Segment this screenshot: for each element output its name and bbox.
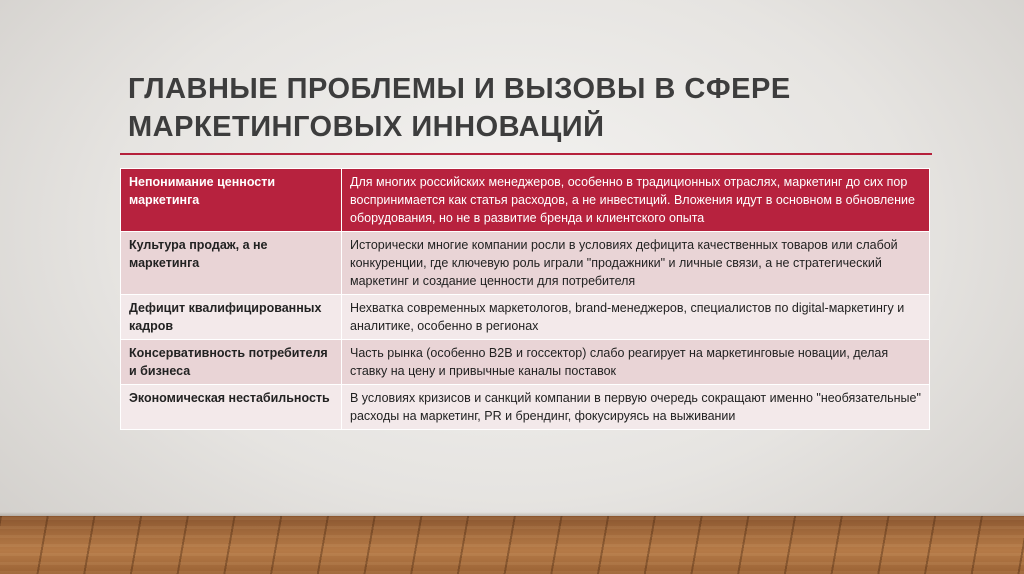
table-row [121,340,930,385]
issue-cell: Культура продаж, а не маркетинга [121,232,342,295]
description-cell: Нехватка современных маркетологов, brand-менеджеров, специалистов по digital-маркетингу и аналитике, особенно в регионах [342,295,930,340]
table-row [121,169,930,232]
table-row [121,295,930,340]
description-cell: Часть рынка (особенно B2B и госсектор) слабо реагирует на маркетинговые новации, делая ставку на цену и привычные каналы поставок [342,340,930,385]
slide-title: ГЛАВНЫЕ ПРОБЛЕМЫ И ВЫЗОВЫ В СФЕРЕ МАРКЕТИНГОВЫХ ИННОВАЦИЙ [128,73,791,143]
table-row [121,385,930,430]
issue-cell: Дефицит квалифицированных кадров [121,295,342,340]
wooden-floor [0,516,1024,574]
issue-cell: Консервативность потребителя и бизнеса [121,340,342,385]
description-cell: Для многих российских менеджеров, особенно в традиционных отраслях, маркетинг до сих пор воспринимается как статья расходов, а не инвестиций. Вложения идут в основном в обновление оборудования, но не в развитие бренда и клиентского опыта [342,169,930,232]
title-underline [120,153,932,155]
table-row [121,232,930,295]
issue-cell: Экономическая нестабильность [121,385,342,430]
description-cell: Исторически многие компании росли в условиях дефицита качественных товаров или слабой конкуренции, где ключевую роль играли "продажники" и личные связи, а не стратегический маркетинг и создание ценности для потребителя [342,232,930,295]
issue-cell: Непонимание ценности маркетинга [121,169,342,232]
description-cell: В условиях кризисов и санкций компании в первую очередь сокращают именно "необязательные" расходы на маркетинг, PR и брендинг, фокусируясь на выживании [342,385,930,430]
problems-table [120,168,930,430]
